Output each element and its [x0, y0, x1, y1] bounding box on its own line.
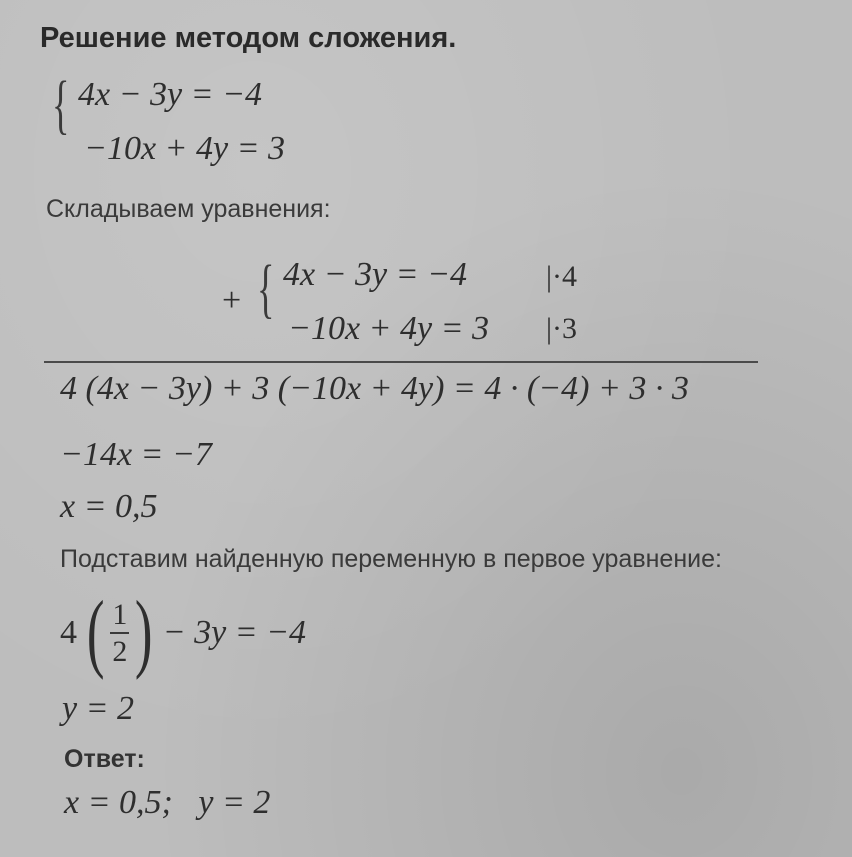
- multiplier-1: |·4: [546, 260, 577, 293]
- add-equations-label: Складываем уравнения:: [46, 195, 331, 223]
- step-equation-2: x = 0,5: [60, 488, 158, 525]
- combined-brace: {: [257, 252, 275, 325]
- substitution-equation: [60, 584, 307, 681]
- left-paren: (: [86, 584, 105, 681]
- combined-equation-1: 4x − 3y = −4: [283, 256, 468, 293]
- substitution-rest: − 3y = −4: [162, 614, 307, 651]
- fraction-bar: [110, 632, 129, 634]
- multiplier-2: |·3: [546, 312, 577, 345]
- system-brace: {: [52, 68, 70, 141]
- fraction-numerator: 1: [112, 597, 128, 631]
- step-equation-1: −14x = −7: [60, 436, 212, 473]
- system-equation-1: 4x − 3y = −4: [78, 76, 263, 113]
- substitute-label: Подставим найденную переменную в первое уравнение:: [60, 545, 722, 573]
- fraction-one-half: [110, 599, 129, 668]
- answer-label: Ответ:: [64, 745, 145, 773]
- fraction-denominator: 2: [112, 635, 128, 668]
- substitution-coefficient: 4: [60, 614, 77, 651]
- solution-title: Решение методом сложения.: [40, 22, 457, 54]
- plus-sign: +: [222, 282, 242, 319]
- right-paren: ): [135, 584, 153, 681]
- answer-value: x = 0,5; y = 2: [64, 784, 271, 821]
- sum-equation: 4 (4x − 3y) + 3 (−10x + 4y) = 4 · (−4) + 3 · 3: [60, 370, 689, 407]
- y-result: y = 2: [62, 690, 135, 727]
- sum-divider-line: [44, 361, 758, 363]
- system-equation-2: −10x + 4y = 3: [84, 130, 286, 167]
- combined-equation-2: −10x + 4y = 3: [288, 310, 490, 347]
